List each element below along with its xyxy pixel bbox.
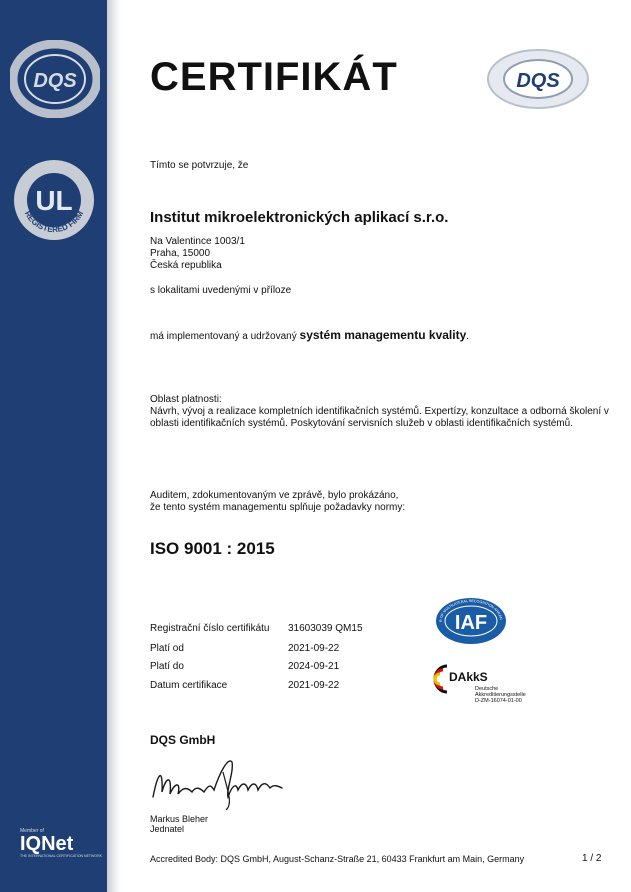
intro-text: Tímto se potvrzuje, že (150, 160, 249, 171)
registration-label: Registrační číslo certifikátu (150, 623, 270, 634)
iqnet-logo (20, 828, 100, 858)
audit-line-1: Auditem, zdokumentovaným ve zprávě, bylo prokázáno, (150, 490, 399, 501)
address-line-1: Na Valentince 1003/1 (150, 236, 245, 247)
valid-to-label: Platí do (150, 661, 184, 672)
certification-date-value: 2021-09-22 (288, 680, 340, 691)
scope-text: Návrh, vývoj a realizace kompletních identifikačních systémů. Expertízy, konzultace a odborná školení v oblasti identifikačních systémů. Poskytování servisních služeb v oblasti identifikačních systémů. (150, 406, 609, 429)
dakks-logo (433, 664, 553, 714)
iaf-logo-icon (434, 596, 508, 646)
dakks-sub-2: Akkreditierungsstelle (475, 692, 526, 698)
scope-section (150, 394, 610, 430)
implemented-prefix: má implementovaný a udržovaný (150, 331, 300, 342)
registration-value: 31603039 QM15 (288, 623, 363, 634)
dakks-text: DAkkS (449, 670, 488, 684)
address-line-3: Česká republika (150, 260, 222, 271)
svg-text:DQS: DQS (33, 70, 77, 92)
footer-accredited-body: Accredited Body: DQS GmbH, August-Schanz-Straße 21, 60433 Frankfurt am Main, Germany (150, 854, 525, 864)
implemented-statement (150, 328, 469, 342)
dakks-sub-1: Deutsche (475, 686, 499, 692)
signatory-block (150, 814, 208, 834)
dakks-subtext (475, 686, 526, 704)
sidebar-band (0, 0, 107, 892)
svg-text:UL: UL (35, 185, 73, 216)
implemented-system: systém managementu kvality (299, 328, 467, 342)
page-title: CERTIFIKÁT (150, 55, 398, 99)
valid-to-value: 2024-09-21 (288, 661, 340, 672)
scope-heading: Oblast platnosti: (150, 394, 222, 405)
svg-text:IAF: IAF (454, 612, 488, 634)
dqs-logo-icon (486, 48, 590, 110)
locations-note: s lokalitami uvedenými v příloze (150, 285, 292, 296)
standard-name: ISO 9001 : 2015 (150, 539, 275, 558)
iqnet-member-label: Member of (20, 828, 44, 834)
dqs-sidebar-logo-icon (10, 40, 100, 118)
dakks-arc-icon (433, 664, 449, 694)
address-line-2: Praha, 15000 (150, 248, 211, 259)
iqnet-text: IQNet (20, 833, 74, 855)
issuer-name: DQS GmbH (150, 733, 216, 747)
certification-date-label: Datum certifikace (150, 680, 228, 691)
signature-icon (148, 752, 293, 814)
sidebar-edge (107, 0, 121, 892)
iqnet-sub: THE INTERNATIONAL CERTIFICATION NETWORK (20, 854, 102, 858)
valid-from-value: 2021-09-22 (288, 643, 340, 654)
svg-text:MEMBER OF MULTILATERAL RECOGNI: R OF MULTILATERAL RECOGNITION ARRAN (438, 598, 503, 622)
svg-text:REGISTERED FIRM: REGISTERED FIRM (22, 209, 86, 235)
page-number: 1 / 2 (582, 853, 602, 864)
signatory-name: Markus Bleher (150, 814, 209, 824)
audit-line-2: že tento systém managementu splňuje požadavky normy: (150, 502, 406, 513)
signatory-role: Jednatel (150, 824, 185, 834)
dakks-sub-3: D-ZM-16074-01-00 (475, 698, 522, 704)
implemented-suffix: . (466, 331, 470, 342)
svg-text:DQS: DQS (516, 70, 560, 92)
organization-name: Institut mikroelektronických aplikací s.r.o. (150, 209, 449, 226)
ul-registered-firm-logo-icon (12, 158, 96, 242)
valid-from-label: Platí od (150, 643, 184, 654)
